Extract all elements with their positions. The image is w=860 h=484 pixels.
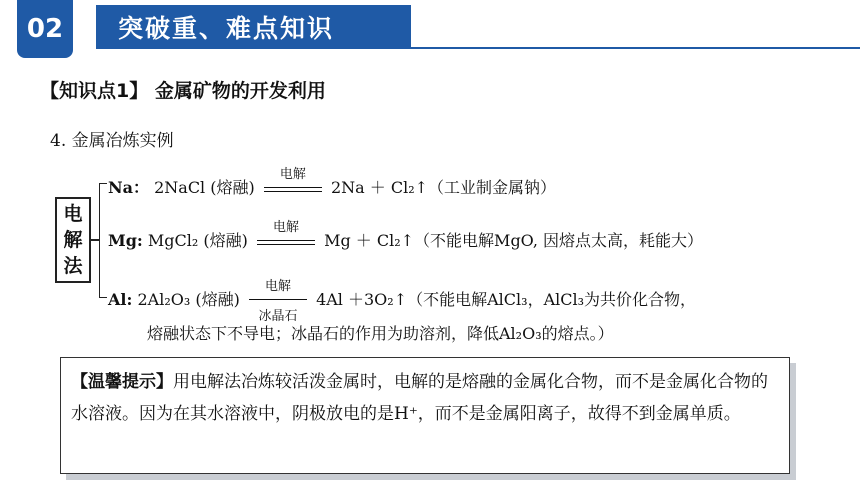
knowledge-point-heading: 【知识点1】 金属矿物的开发利用 <box>40 80 326 102</box>
reaction-na <box>108 166 557 199</box>
product: 4Al ＋3O₂↑（不能电解AlCl₃，AlCl₃为共价化合物， <box>316 290 697 309</box>
reactant: 2Al₂O₃ (熔融) <box>137 290 240 309</box>
reaction-label: Na： <box>108 178 149 197</box>
reaction-label: Al: <box>108 290 133 309</box>
method-label-char: 解 <box>63 229 83 251</box>
equals-arrow <box>249 278 307 324</box>
reactant: MgCl₂ (熔融) <box>147 231 248 250</box>
equals-arrow <box>257 219 315 252</box>
method-label-box <box>55 197 91 283</box>
bracket <box>99 183 107 298</box>
section-number-badge: 02 <box>17 0 73 58</box>
reaction-label: Mg: <box>108 231 143 250</box>
reactant: 2NaCl (熔融) <box>154 178 255 197</box>
product: Mg ＋ Cl₂↑（不能电解MgO, 因熔点太高，耗能大） <box>324 231 704 250</box>
bracket-stub <box>91 239 99 241</box>
method-label-char: 法 <box>63 255 83 277</box>
section-title: 突破重、难点知识 <box>96 5 411 49</box>
tip-title: 【温馨提示】 <box>71 372 173 392</box>
equals-arrow <box>264 166 322 199</box>
reaction-al-note: 熔融状态下不导电；冰晶石的作用为助溶剂，降低Al₂O₃的熔点。） <box>147 324 614 343</box>
condition-top: 电解 <box>272 219 299 235</box>
header-rule <box>411 47 860 49</box>
condition-bottom: 冰晶石 <box>258 308 298 324</box>
method-label-char: 电 <box>63 203 83 225</box>
tip-box <box>60 357 790 474</box>
reaction-mg <box>108 219 704 252</box>
tip-body: 用电解法冶炼较活泼金属时，电解的是熔融的金属化合物，而不是金属化合物的水溶液。因为在其水溶液中，阴极放电的是H⁺，而不是金属阳离子，故得不到金属单质。 <box>71 372 768 424</box>
reaction-al <box>108 278 697 324</box>
product: 2Na ＋ Cl₂↑（工业制金属钠） <box>330 178 557 197</box>
condition-top: 电解 <box>264 278 291 294</box>
subheading: 4. 金属冶炼实例 <box>50 131 174 151</box>
condition-top: 电解 <box>279 166 306 182</box>
